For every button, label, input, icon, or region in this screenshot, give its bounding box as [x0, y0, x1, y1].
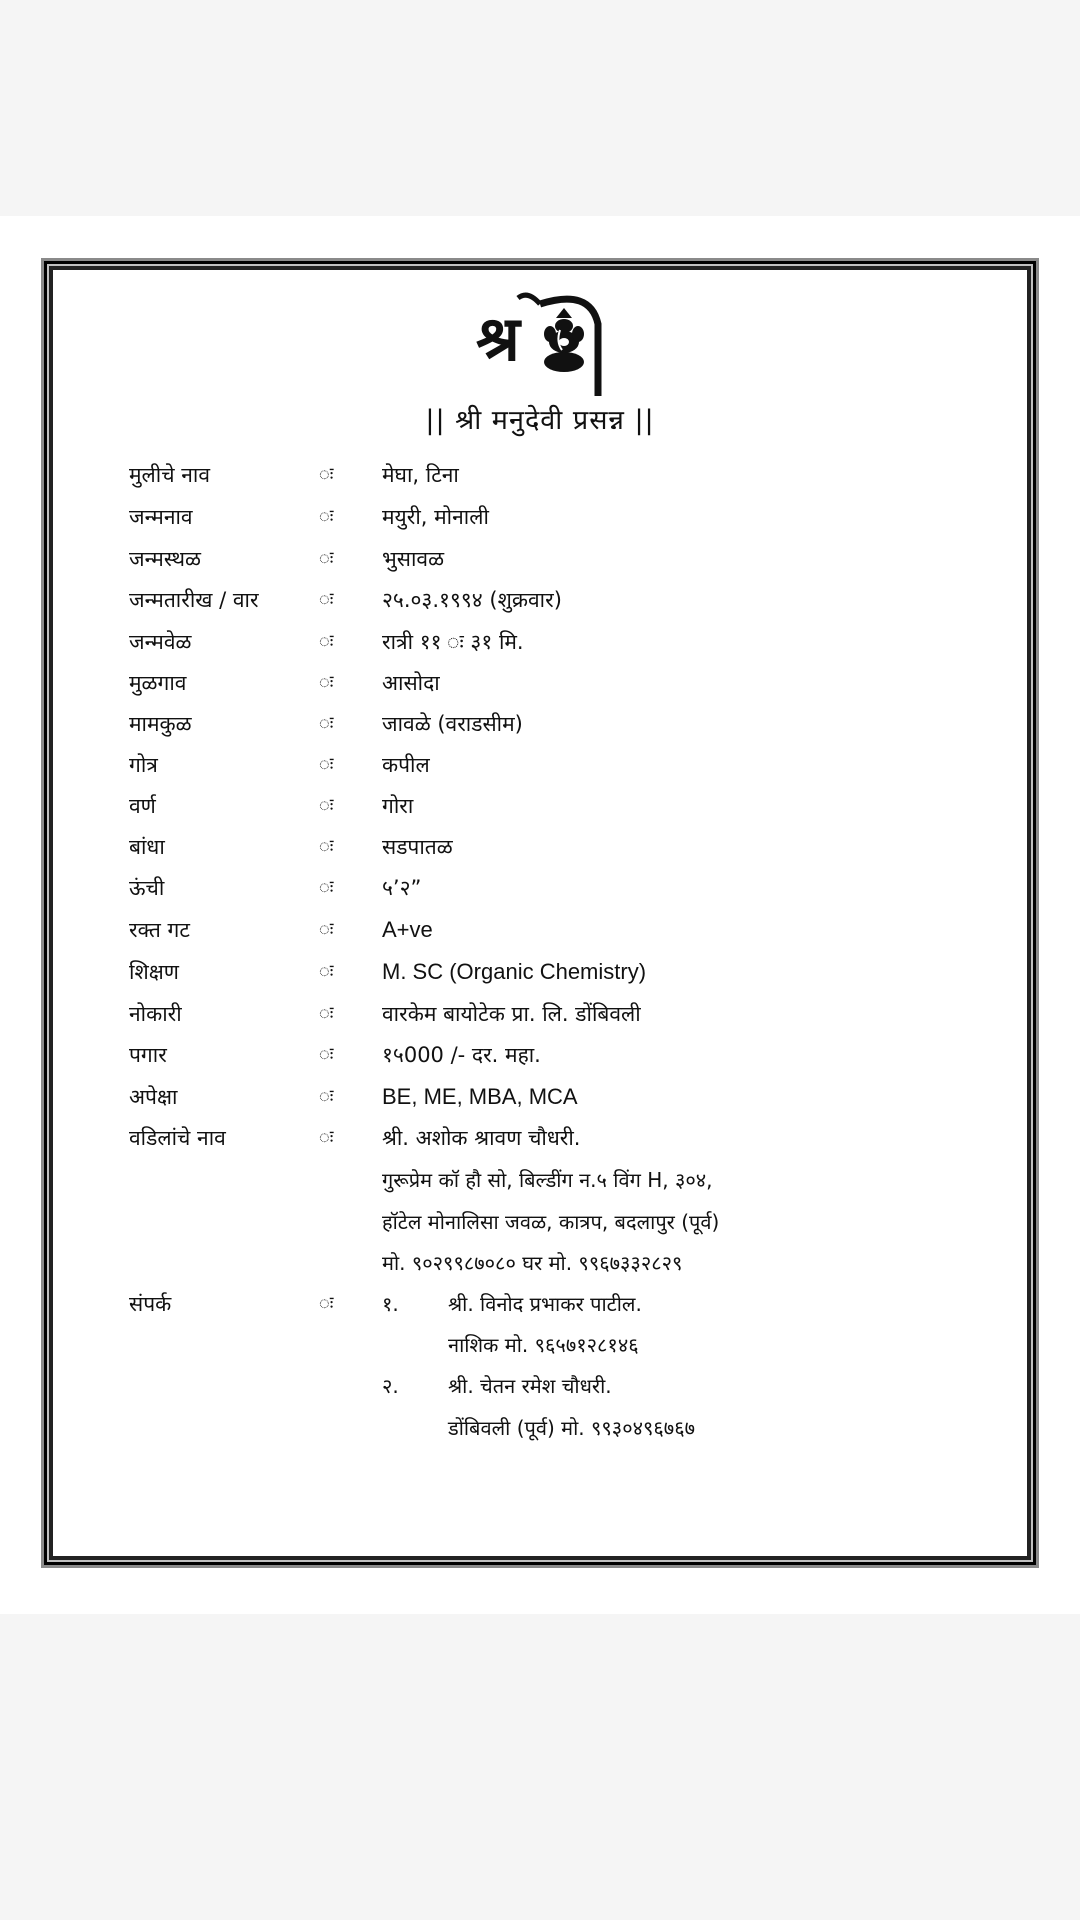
contact-number: २.	[382, 1374, 399, 1398]
field-colon: ः	[319, 1044, 334, 1065]
contact-entry	[53, 1369, 1027, 1403]
field-salary	[53, 1038, 1027, 1072]
field-value: गोरा	[382, 794, 414, 818]
address-line: मो. ९०२९९८७०८० घर मो. ९९६७३३२८२९	[382, 1251, 683, 1275]
field-label: संपर्क	[129, 1292, 172, 1316]
field-colon: ः	[319, 713, 334, 734]
field-colon: ः	[319, 506, 334, 527]
logo-shri-glyph: श्र	[476, 302, 520, 375]
field-label: बांधा	[129, 835, 165, 859]
field-colon: ः	[319, 464, 334, 485]
field-label: जन्मवेळ	[129, 630, 192, 654]
document-page	[0, 216, 1080, 1614]
field-colon: ः	[319, 1003, 334, 1024]
field-label: नोकारी	[129, 1002, 182, 1026]
field-label: मामकुळ	[129, 712, 192, 736]
field-colon: ः	[319, 1127, 334, 1148]
field-colon: ः	[319, 631, 334, 652]
field-colon: ः	[319, 836, 334, 857]
field-label: ऊंची	[129, 876, 165, 900]
field-education	[53, 955, 1027, 989]
field-label: शिक्षण	[129, 960, 179, 984]
field-colon: ः	[319, 754, 334, 775]
field-colon: ः	[319, 589, 334, 610]
field-value: ५’२”	[382, 876, 422, 900]
biodata-content	[53, 270, 1027, 1556]
field-father-name	[53, 1121, 1027, 1155]
field-birth-time	[53, 625, 1027, 659]
field-label: गोत्र	[129, 753, 158, 777]
contact-name: श्री. विनोद प्रभाकर पाटील.	[448, 1292, 642, 1316]
page-title: || श्री मनुदेवी प्रसन्न ||	[425, 405, 655, 436]
field-blood-group	[53, 913, 1027, 947]
field-value: जावळे (वराडसीम)	[382, 712, 523, 736]
field-native-place	[53, 666, 1027, 700]
field-value: आसोदा	[382, 671, 440, 695]
field-gotra	[53, 748, 1027, 782]
field-birth-name	[53, 500, 1027, 534]
field-maternal-family	[53, 707, 1027, 741]
field-label: जन्मतारीख / वार	[129, 588, 259, 612]
field-label: रक्त गट	[129, 918, 190, 942]
field-colon: ः	[319, 795, 334, 816]
field-colon: ः	[319, 877, 334, 898]
field-label: वडिलांचे नाव	[129, 1126, 226, 1150]
field-value: A+ve	[382, 917, 433, 942]
field-birth-date	[53, 583, 1027, 617]
contact-number: १.	[382, 1292, 399, 1316]
field-value: २५.०३.१९९४ (शुक्रवार)	[382, 588, 562, 612]
shri-ganesha-logo	[470, 284, 610, 404]
contact-name: श्री. चेतन रमेश चौधरी.	[448, 1374, 612, 1398]
field-label: जन्मनाव	[129, 505, 193, 529]
field-height	[53, 871, 1027, 905]
address-line: गुरूप्रेम कॉ हौ सो, बिल्डींग न.५ विंग H, ३०४,	[382, 1168, 713, 1192]
field-colon: ः	[319, 961, 334, 982]
field-label: जन्मस्थळ	[129, 547, 201, 571]
field-value: मेघा, टिना	[382, 463, 459, 487]
field-value: भुसावळ	[382, 547, 445, 571]
field-complexion	[53, 789, 1027, 823]
field-label: पगार	[129, 1043, 167, 1067]
contact-detail: नाशिक मो. ९६५७१२८१४६	[448, 1333, 639, 1357]
field-value: श्री. अशोक श्रावण चौधरी.	[382, 1126, 581, 1150]
field-expectation	[53, 1080, 1027, 1114]
field-label: मुलीचे नाव	[129, 463, 211, 487]
page-border-middle	[47, 264, 1033, 1562]
field-job	[53, 997, 1027, 1031]
field-colon: ः	[319, 1086, 334, 1107]
field-value: M. SC (Organic Chemistry)	[382, 959, 647, 984]
ganesha-icon	[544, 308, 584, 372]
field-value: सडपातळ	[382, 835, 453, 859]
field-build	[53, 830, 1027, 864]
field-colon: ः	[319, 919, 334, 940]
field-colon: ः	[319, 1293, 334, 1314]
field-colon: ः	[319, 548, 334, 569]
field-value: मयुरी, मोनाली	[382, 505, 489, 529]
page-border	[41, 258, 1039, 1568]
field-colon: ः	[319, 672, 334, 693]
contact-detail: डोंबिवली (पूर्व) मो. ९९३०४९६७६७	[448, 1416, 695, 1440]
field-label: वर्ण	[129, 794, 156, 818]
field-label: अपेक्षा	[129, 1085, 178, 1109]
field-value: वारकेम बायोटेक प्रा. लि. डोंबिवली	[382, 1002, 641, 1026]
field-value: १५000 /- दर. महा.	[382, 1043, 541, 1067]
contact-entry	[53, 1287, 1027, 1321]
field-girl-name	[53, 458, 1027, 492]
field-birth-place	[53, 542, 1027, 576]
address-line: हॉटेल मोनालिसा जवळ, कात्रप, बदलापुर (पूर्व)	[382, 1210, 720, 1234]
field-value: कपील	[382, 753, 430, 777]
field-value: रात्री ११ ः ३१ मि.	[382, 630, 524, 654]
field-value: BE, ME, MBA, MCA	[382, 1084, 578, 1109]
field-label: मुळगाव	[129, 671, 187, 695]
